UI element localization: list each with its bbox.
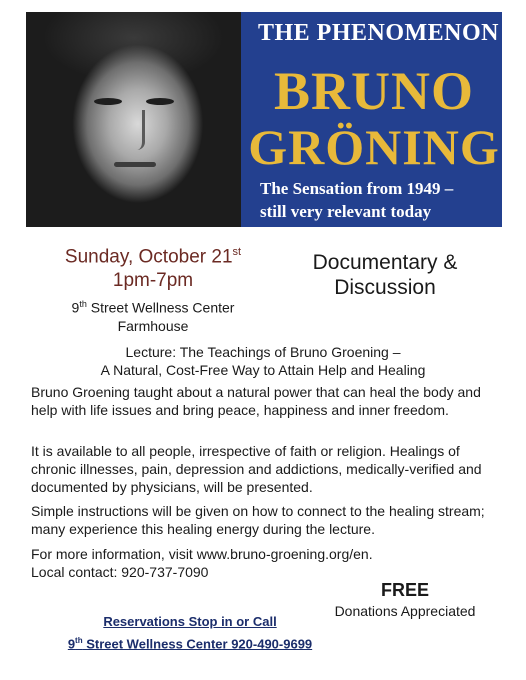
paragraph-intro: Bruno Groening taught about a natural power that can heal the body and help with life issues and bring peace, happiness and inner freedom. — [31, 384, 481, 418]
banner-name-first: BRUNO — [273, 61, 474, 121]
event-venue — [48, 295, 258, 335]
local-contact-text: Local contact: 920-737-7090 — [31, 564, 209, 580]
lecture-title — [40, 343, 486, 379]
venue-number: 9 — [71, 299, 80, 316]
event-date — [48, 240, 258, 293]
portrait-eye-right — [146, 98, 174, 105]
reservations-info — [30, 612, 350, 653]
banner-name-last: GRÖNING — [248, 119, 500, 175]
venue-building: Farmhouse — [117, 317, 189, 334]
donations-label: Donations Appreciated — [334, 603, 476, 619]
banner-tagline-1: The Sensation from 1949 – — [260, 179, 454, 198]
portrait-nose — [128, 110, 145, 150]
event-date-text: Sunday, October 21 — [64, 246, 233, 268]
event-date-suffix: st — [232, 246, 242, 258]
reservations-number: 9 — [67, 636, 76, 652]
lecture-line2: A Natural, Cost-Free Way to Attain Help and Healing — [100, 362, 426, 378]
banner-text — [246, 12, 502, 227]
portrait-eye-left — [94, 98, 122, 105]
banner-heading: THE PHENOMENON — [258, 20, 500, 46]
reservations-number-suffix: th — [75, 636, 83, 645]
paragraph-instructions: Simple instructions will be given on how to connect to the healing stream; many experience this healing energy during the lecture. — [31, 503, 485, 537]
event-time: 1pm-7pm — [112, 270, 194, 292]
paragraph-contact — [31, 545, 501, 581]
banner-tagline-2: still very relevant today — [260, 202, 432, 221]
venue-number-suffix: th — [79, 299, 87, 309]
more-info-text: For more information, visit www.bruno-groening.org/en. — [31, 546, 373, 562]
event-type-line2: Discussion — [334, 276, 436, 299]
portrait-photo — [26, 12, 241, 227]
venue-name: Street Wellness Center — [86, 299, 235, 316]
event-type-line1: Documentary & — [312, 251, 458, 274]
reservations-line1: Reservations Stop in or Call — [103, 614, 277, 629]
header-banner — [26, 12, 502, 227]
portrait-mouth — [114, 162, 156, 167]
free-label: FREE — [380, 580, 429, 600]
paragraph-availability: It is available to all people, irrespective of faith or religion. Healings of chronic illnesses, pain, depression and addictions, medically-verified and documented by physicians, will be presented. — [31, 443, 482, 495]
reservations-venue-phone: Street Wellness Center 920-490-9699 — [82, 636, 313, 652]
lecture-line1: Lecture: The Teachings of Bruno Groening – — [125, 344, 401, 360]
event-type — [285, 250, 485, 300]
